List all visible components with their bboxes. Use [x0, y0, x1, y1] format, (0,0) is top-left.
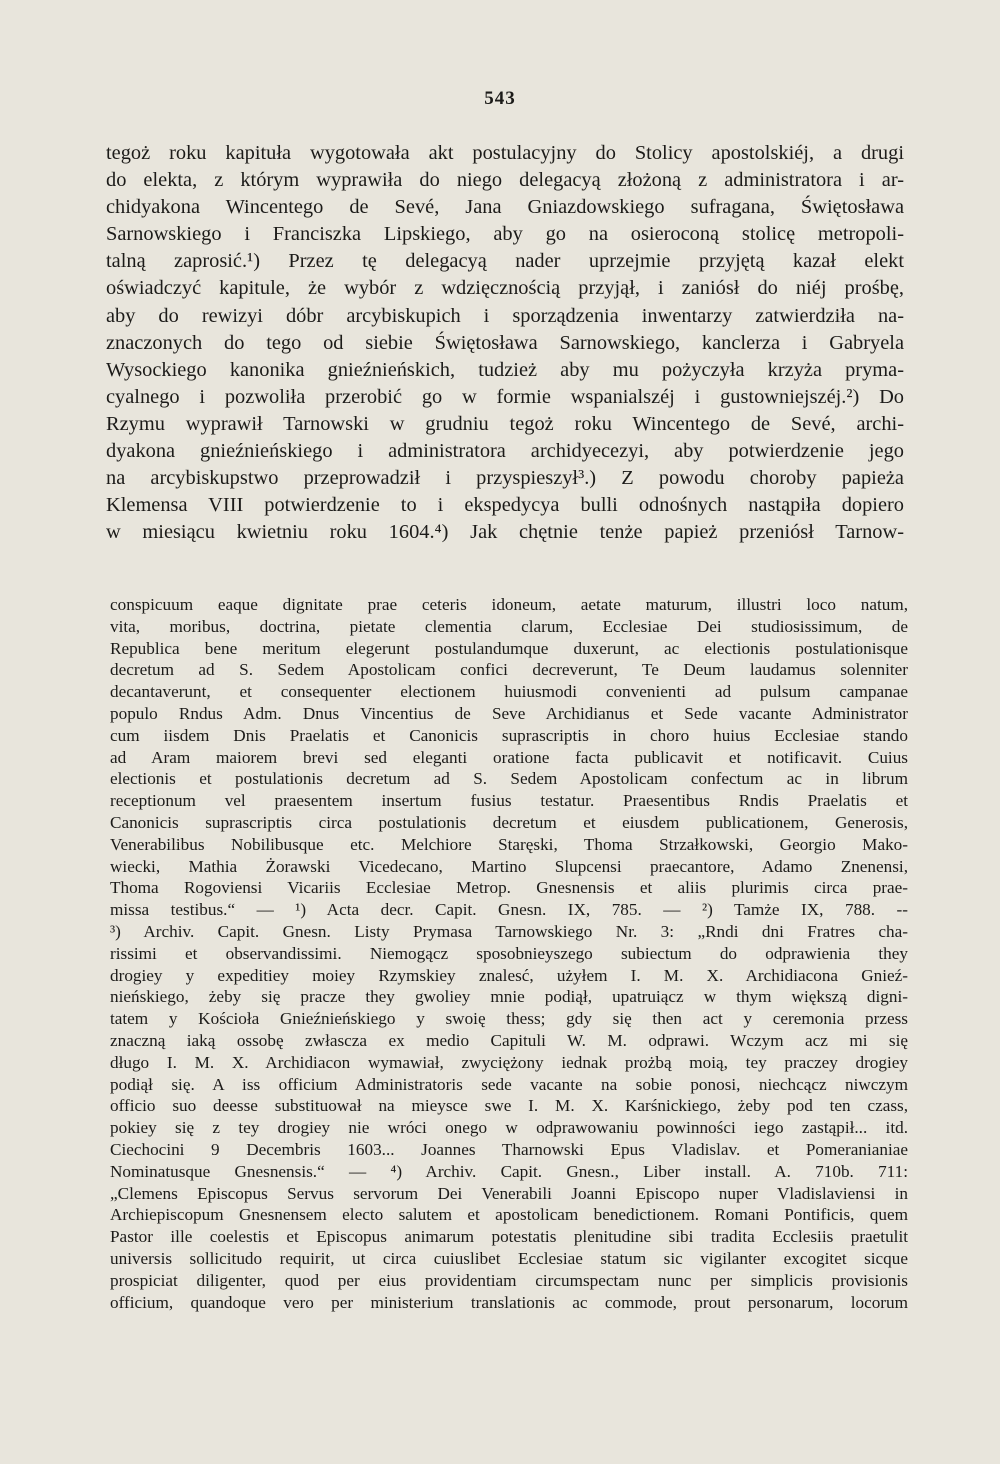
footnote-line: prospiciat diligenter, quod per eius providentiam circumspectam nunc per simplicis provisionis — [110, 1270, 908, 1290]
main-text-line: Rzymu wyprawił Tarnowski w grudniu tegoż roku Wincentego de Sevé, archi- — [106, 412, 904, 435]
main-text-line: Wysockiego kanonika gnieźnieńskich, tudzież aby mu pożyczyła krzyża pryma- — [106, 358, 904, 381]
footnote-line: nieńskiego, żeby się pracze they gwoliey mnie podiął, upatruiącz w thym większą digni- — [110, 987, 908, 1007]
footnote-line: universis sollicitudo requirit, ut circa cuiuslibet Ecclesiae statum sic vigilanter excogitet sicque — [110, 1248, 908, 1268]
main-text-line: dyakona gnieźnieńskiego i administratora archidyecezyi, aby potwierdzenie jego — [106, 440, 904, 463]
main-text-line: aby do rewizyi dóbr arcybiskupich i sporządzenia inwentarzy zatwierdziła na- — [106, 304, 904, 327]
footnote-line: pokiey się z tey drogiey nie wróci onego w odprawowaniu powinności iego zastąpił... itd. — [110, 1118, 908, 1138]
footnote-line: cum iisdem Dnis Praelatis et Canonicis suprascriptis in choro huius Ecclesiae stando — [110, 725, 908, 745]
main-text-line: Sarnowskiego i Franciszka Lipskiego, aby go na osieroconą stolicę metropoli- — [106, 223, 904, 246]
footnote-line: ³) Archiv. Capit. Gnesn. Listy Prymasa Tarnowskiego Nr. 3: „Rndi dni Fratres cha- — [110, 921, 908, 941]
main-text-line: oświadczyć kapitule, że wybór z wdzięcznością przyjął, i zaniósł do niéj prośbę, — [106, 277, 904, 300]
footnote-line: officio suo deesse substituował na mieysce swe I. M. X. Karśnickiego, żeby pod ten czass, — [110, 1096, 908, 1116]
footnote-line: znaczną iaką ossobę zwłascza ex medio Capituli W. M. odprawi. Wczym acz mi się — [110, 1030, 908, 1050]
main-text-line: do elekta, z którym wyprawiła do niego delegacyą złożoną z administratora i ar- — [106, 169, 904, 192]
footnote-line: Thoma Rogoviensi Vicariis Ecclesiae Metrop. Gnesnensis et aliis plurimis circa prae- — [110, 878, 908, 898]
footnote-line: Nominatusque Gnesnensis.“ — ⁴) Archiv. Capit. Gnesn., Liber install. A. 710b. 711: — [110, 1161, 908, 1181]
main-text-line: w miesiącu kwietniu roku 1604.⁴) Jak chętnie tenże papież przeniósł Tarnow- — [106, 521, 904, 544]
footnote-line: vita, moribus, doctrina, pietate clementia clarum, Ecclesiae Dei studiosissimum, de — [110, 616, 908, 636]
footnote-line: drogiey y expeditiey moiey Rzymskiey znalesć, użyłem I. M. X. Archidiacona Gnieź- — [110, 965, 908, 985]
footnote-line: conspicuum eaque dignitate prae ceteris idoneum, aetate maturum, illustri loco natum, — [110, 595, 908, 614]
footnote-line: „Clemens Episcopus Servus servorum Dei Venerabili Joanni Episcopo nuper Vladislaviensi in — [110, 1183, 908, 1203]
footnote-line: electionis et postulationis decretum ad S. Sedem Apostolicam confectum ac in librum — [110, 769, 908, 789]
main-text-line: chidyakona Wincentego de Sevé, Jana Gniazdowskiego sufragana, Świętosława — [106, 196, 904, 219]
main-text-line: cyalnego i pozwoliła przerobić go w formie wspanialszéj i gustowniejszéj.²) Do — [106, 385, 904, 408]
footnote-line: missa testibus.“ — ¹) Acta decr. Capit. Gnesn. IX, 785. — ²) Tamże IX, 788. -- — [110, 900, 908, 920]
footnote-line: Archiepiscopum Gnesnensem electo salutem et apostolicam benedictionem. Romani Pontificis, quem — [110, 1205, 908, 1225]
footnote-line: populo Rndus Adm. Dnus Vincentius de Seve Archidianus et Sede vacante Administrator — [110, 703, 908, 723]
main-text-line: znaczonych do tego od siebie Świętosława Sarnowskiego, kanclerza i Gabryela — [106, 331, 904, 354]
main-text-line: Klemensa VIII potwierdzenie to i ekspedycya bulli odnośnych nastąpiła dopiero — [106, 494, 904, 517]
footnote-line: Republica bene meritum elegerunt postulandumque duxerunt, ac electionis postulationisque — [110, 638, 908, 658]
page-number: 543 — [484, 88, 516, 109]
footnote-line: decretum ad S. Sedem Apostolicam confici decreverunt, Te Deum laudamus solenniter — [110, 660, 908, 680]
footnote-line: Canonicis suprascriptis circa postulationis decretum et eiusdem publicationem, Generosis, — [110, 812, 908, 832]
footnote-line: wiecki, Mathia Żorawski Vicedecano, Martino Slupcensi praecantore, Adamo Znenensi, — [110, 856, 908, 876]
main-text-line: na arcybiskupstwo przeprowadził i przyspieszył³.) Z powodu choroby papieża — [106, 467, 904, 490]
footnote-line: Venerabilibus Nobilibusque etc. Melchiore Staręski, Thoma Strzałkowski, Georgio Mako- — [110, 834, 908, 854]
footnote-line: officium, quandoque vero per ministerium translationis ac commode, prout personarum, locorum — [110, 1292, 908, 1312]
footnote-line: podiął się. A iss officium Administratoris sede vacante na sobie ponosi, niechcącz niwczym — [110, 1074, 908, 1094]
footnote-line: Pastor ille coelestis et Episcopus animarum potestatis plenitudine sibi tradita Ecclesiis praetulit — [110, 1227, 908, 1247]
footnote-line: receptionum vel praesentem insertum fusius testatur. Praesentibus Rndis Praelatis et — [110, 791, 908, 811]
footnote-line: decantaverunt, et consequenter electionem huiusmodi convenienti ad pulsum campanae — [110, 682, 908, 702]
main-text-block — [106, 140, 904, 546]
footnote-line: tatem y Kościoła Gnieźnieńskiego y swoię thess; gdy się then act y ceremonia przess — [110, 1009, 908, 1029]
footnote-line: długo I. M. X. Archidiacon wymawiał, zwyciężony iednak prożbą moią, tey praczey drogiey — [110, 1052, 908, 1072]
main-text-line: tegoż roku kapituła wygotowała akt postulacyjny do Stolicy apostolskiéj, a drugi — [106, 142, 904, 164]
footnotes-block — [110, 594, 908, 1313]
footnote-line: ad Aram maiorem brevi sed eleganti oratione facta publicavit et notificavit. Cuius — [110, 747, 908, 767]
footnote-line: rissimi et observandissimi. Niemogącz sposobnieyszego subiectum do odprawienia they — [110, 943, 908, 963]
footnote-line: Ciechocini 9 Decembris 1603... Joannes Tharnowski Epus Vladislav. et Pomeranianiae — [110, 1139, 908, 1159]
main-text-line: talną zaprosić.¹) Przez tę delegacyą nader uprzejmie przyjętą kazał elekt — [106, 250, 904, 273]
